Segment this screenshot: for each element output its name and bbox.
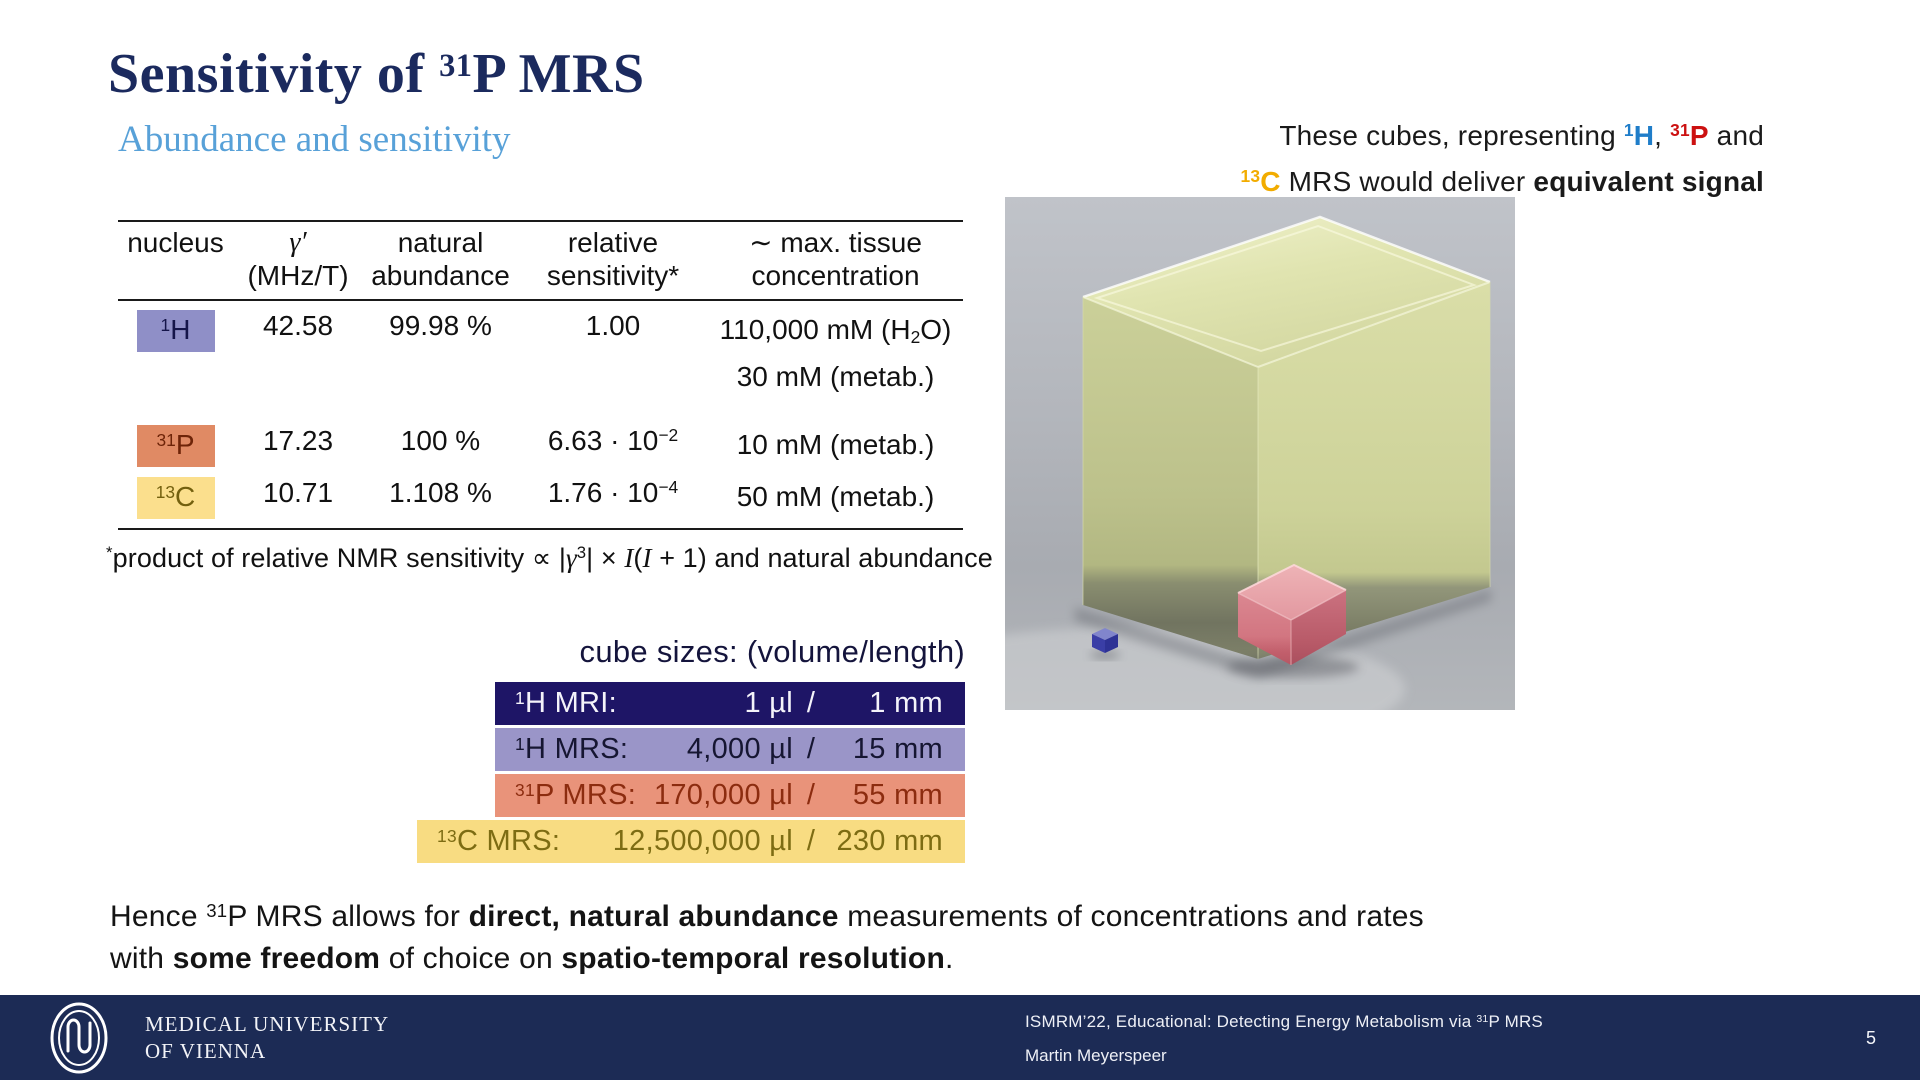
col-header-concentration: ∼ max. tissue concentration xyxy=(708,222,963,301)
cube-size-label: $^1$H MRI: xyxy=(515,687,617,719)
cell-sensitivity-31p: $6.63 \cdot 10^{-2}$ xyxy=(547,425,679,456)
university-name: MEDICAL UNIVERSITY OF VIENNA xyxy=(145,1012,390,1063)
cell-abundance-1h: 99.98 % xyxy=(389,310,492,341)
cell-gamma-13c: 10.71 xyxy=(262,477,334,508)
cube-size-label: $^{31}$P MRS: xyxy=(515,779,637,811)
cubes-note-line1: These cubes, representing $^1$H, $^{31}$P and xyxy=(1279,120,1764,151)
cube-size-length: 15 mm xyxy=(852,733,943,765)
isotope-1h: $^1$H xyxy=(1623,120,1655,151)
cell-sensitivity-13c: $1.76 \cdot 10^{-4}$ xyxy=(547,477,679,508)
sensitivity-table xyxy=(118,220,963,530)
cell-abundance-13c: 1.108 % xyxy=(389,477,492,508)
footer-event: ISMRM’22, Educational: Detecting Energy Metabolism via $^{31}$P MRS xyxy=(1025,1012,1543,1031)
cell-concentration-13c: 50 mM (metab.) xyxy=(736,481,935,512)
col-header-gamma: γ′ (MHz/T) xyxy=(233,222,363,301)
cube-sizes-block xyxy=(417,634,965,863)
cubes-render-svg xyxy=(1005,197,1515,710)
cell-abundance-31p: 100 % xyxy=(400,425,481,456)
nucleus-chip-13c: $^{13}$C xyxy=(137,477,215,519)
title-text: Sensitivity of xyxy=(108,43,440,105)
footer-bar xyxy=(0,995,1920,1080)
cube-sizes-title: cube sizes: (volume/length) xyxy=(579,634,965,669)
cube-size-length: 1 mm xyxy=(869,687,943,719)
cubes-note xyxy=(964,110,1764,202)
cell-gamma-1h: 42.58 xyxy=(262,310,334,341)
title-isotope-sup: 31 xyxy=(439,48,473,84)
cube-size-slash: / xyxy=(806,687,816,719)
footer-author: Martin Meyerspeer xyxy=(1025,1046,1167,1065)
conclusion-text xyxy=(110,890,1900,980)
cell-sensitivity-1h: 1.00 xyxy=(585,310,641,341)
cube-size-length: 55 mm xyxy=(852,779,943,811)
table-footnote: *product of relative NMR sensitivity ∝ $|\gamma^3| \times I(I + 1)$ and natural abundance xyxy=(106,543,993,573)
cube-size-volume: 12,500,000 µl xyxy=(612,825,793,857)
table-row-13c-nucleus xyxy=(118,475,233,528)
cube-size-volume: 4,000 µl xyxy=(686,733,793,765)
page-subtitle: Abundance and sensitivity xyxy=(118,119,511,160)
cube-size-volume: 170,000 µl xyxy=(653,779,793,811)
nucleus-chip-1h: $^1$H xyxy=(137,310,215,352)
cube-size-slash: / xyxy=(806,733,816,765)
page-number: 5 xyxy=(1865,1028,1876,1048)
cube-size-row-1h-mrs xyxy=(495,728,965,771)
table-row-1h-nucleus xyxy=(118,301,233,423)
cube-size-volume: 1 µl xyxy=(744,687,793,719)
cube-size-length: 230 mm xyxy=(836,825,943,857)
title-isotope: P MRS xyxy=(472,43,645,105)
cell-concentration-31p: 10 mM (metab.) xyxy=(736,429,935,460)
cube-size-row-1h-mri xyxy=(495,682,965,725)
cube-size-label: $^{13}$C MRS: xyxy=(437,825,561,857)
cube-size-label: $^1$H MRS: xyxy=(515,733,629,765)
isotope-13c: $^{13}$C xyxy=(1240,166,1281,197)
cubes-render-image xyxy=(1005,197,1515,710)
cube-size-row-31p-mrs xyxy=(495,774,965,817)
university-logo-icon xyxy=(40,999,118,1077)
conclusion-line1: Hence $^{31}$P MRS allows for direct, natural abundance measurements of concentrations and rates xyxy=(110,900,1424,933)
nucleus-chip-31p: $^{31}$P xyxy=(137,425,215,467)
page-title xyxy=(108,42,645,106)
col-header-sensitivity: relative sensitivity* xyxy=(518,222,708,301)
col-header-nucleus: nucleus xyxy=(118,222,233,301)
cube-size-row-13c-mrs xyxy=(417,820,965,863)
cell-concentration-1h: 110,000 mM $(H_2O)$ 30 mM (metab.) xyxy=(719,314,952,392)
cubes-note-line2: $^{13}$C MRS would deliver equivalent signal xyxy=(1240,166,1764,197)
isotope-31p: $^{31}$P xyxy=(1670,120,1709,151)
cube-size-slash: / xyxy=(806,825,816,857)
cell-gamma-31p: 17.23 xyxy=(262,425,334,456)
table-row-31p-nucleus xyxy=(118,423,233,475)
cube-size-slash: / xyxy=(806,779,816,811)
col-header-abundance: natural abundance xyxy=(363,222,518,301)
conclusion-line2: with some freedom of choice on spatio-temporal resolution. xyxy=(110,942,954,975)
